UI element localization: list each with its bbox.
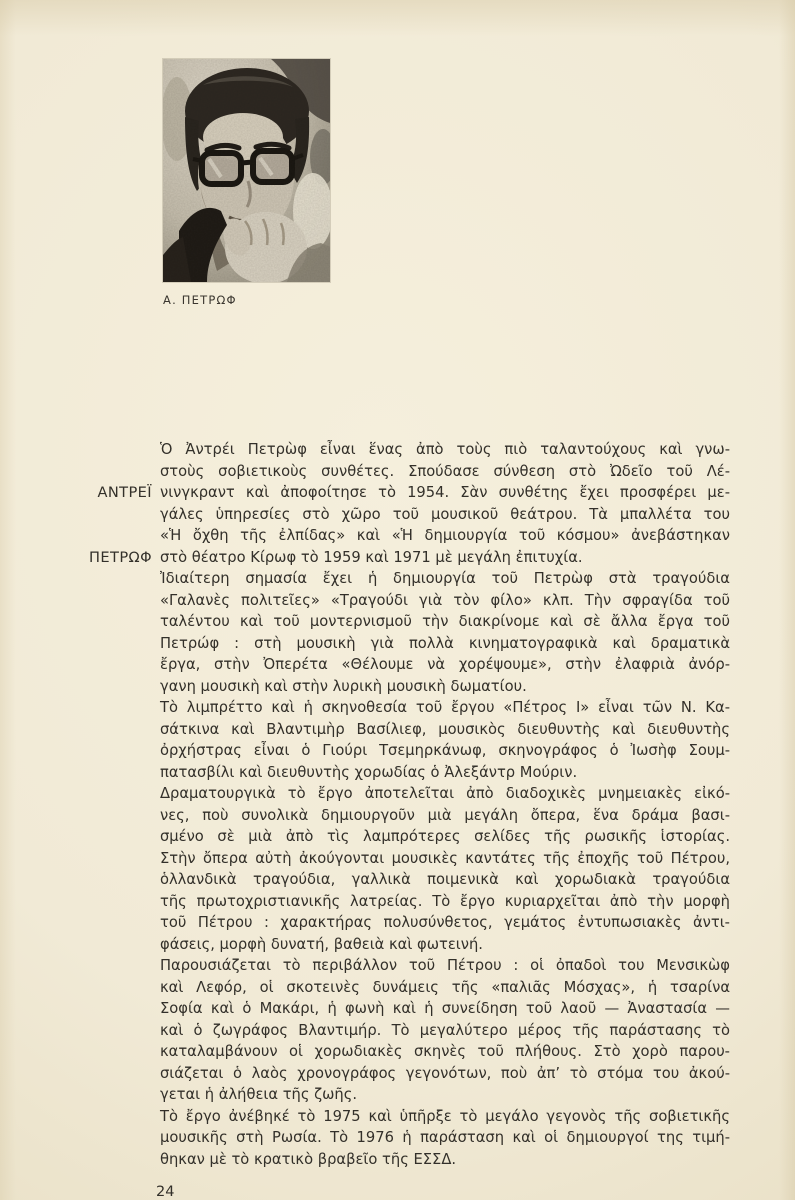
text-line: σάτκινα καὶ Βλαντιμὴρ Βασίλιεφ, μουσικὸς διευθυντὴς καὶ διευθυντὴς	[160, 720, 730, 738]
text-line: πατασβίλι καὶ διευθυντὴς χορωδίας ὁ Ἀλεξάντρ Μούριν.	[160, 763, 578, 781]
text-line: Δραματουργικὰ τὸ ἔργο ἀποτελεῖται ἀπὸ διαδοχικὲς μνημειακὲς εἰκό-	[160, 785, 730, 802]
text-line: Πετρώφ : στὴ μουσικὴ γιὰ πολλὰ κινηματογραφικὰ καὶ δραματικὰ	[160, 634, 730, 652]
text-line: γανη μουσικὴ καὶ στὴν λυρικὴ μουσικὴ δωματίου.	[160, 677, 527, 695]
text-line: ταλέντου καὶ τοῦ μοντερνισμοῦ τὴν διακρίνομε καὶ σὲ ἄλλα ἔργα τοῦ	[160, 613, 730, 630]
text-line: θηκαν μὲ τὸ κρατικὸ βραβεῖο τῆς ΕΣΣΔ.	[160, 1150, 457, 1168]
text-line: «Γαλανὲς πολιτεῖες» «Τραγούδι γιὰ τὸν φίλο» κλπ. Τὴν σφραγίδα τοῦ	[160, 591, 730, 609]
margin-label-line1: ΑΝΤΡΕΪ	[97, 484, 152, 501]
text-line: στὸ θέατρο Κίρωφ τὸ 1959 καὶ 1971 μὲ μεγάλη ἐπιτυχία.	[160, 548, 583, 566]
portrait-figure	[163, 59, 330, 307]
text-line: Ὁ Ἀντρέι Πετρὼφ εἶναι ἕνας ἀπὸ τοὺς πιὸ ταλαντούχους καὶ γνω-	[160, 441, 730, 458]
text-line: νες, ποὺ συνολικὰ δημιουργοῦν μιὰ μεγάλη ὄπερα, ἕνα δράμα βασι-	[160, 806, 730, 824]
text-line: φάσεις, μορφὴ δυνατή, βαθειὰ καὶ φωτεινή.	[160, 935, 483, 953]
text-line: Σοφία καὶ ὁ Μακάρι, ἡ φωνὴ καὶ ἡ συνείδηση τοῦ λαοῦ — Ἀναστασία —	[160, 1000, 730, 1017]
text-line: γάλες ὑπηρεσίες στὸ χῶρο τοῦ μουσικοῦ θεάτρου. Τὰ μπαλλέτα του	[160, 505, 730, 523]
text-line: Τὸ ἔργο ἀνέβηκέ τὸ 1975 καὶ ὑπῆρξε τὸ μεγάλο γεγονὸς τῆς σοβιετικῆς	[160, 1107, 730, 1125]
text-line: Στὴν ὄπερα αὐτὴ ἀκούγονται μουσικὲς καντάτες τῆς ἐποχῆς τοῦ Πέτρου,	[160, 849, 730, 867]
text-line: μουσικῆς στὴ Ρωσία. Τὸ 1976 ἡ παράσταση καὶ οἱ δημιουργοί της τιμή-	[160, 1129, 730, 1146]
article-body	[160, 439, 730, 1170]
text-line: σμένο σὲ μιὰ ἀπὸ τὶς λαμπρότερες σελίδες τῆς ρωσικῆς ἱστορίας.	[160, 828, 730, 845]
text-line: Ἰδιαίτερη σημασία ἔχει ἡ δημιουργία τοῦ Πετρὼφ στὰ τραγούδια	[160, 570, 730, 587]
text-line: τοῦ Πέτρου : χαρακτήρας πολυσύνθετος, γεμάτος ἐντυπωσιακὲς ἀντι-	[160, 914, 730, 931]
text-line: νινγκραντ καὶ ἀποφοίτησε τὸ 1954. Σὰν συνθέτης ἔχει προσφέρει με-	[160, 484, 730, 501]
portrait-photo	[163, 59, 330, 282]
text-line: γεται ἡ ἀλήθεια τῆς ζωῆς.	[160, 1086, 358, 1103]
text-line: σιάζεται ὁ λαὸς χρονογράφος γεγονότων, ποὺ ἀπ’ τὸ στόμα του ἀκού-	[160, 1064, 730, 1082]
text-line: στοὺς σοβιετικοὺς συνθέτες. Σπούδασε σύνθεση στὸ Ὠδεῖο τοῦ Λέ-	[160, 462, 730, 480]
text-line: «Ἡ ὄχθη τῆς ἐλπίδας» καὶ «Ἡ δημιουργία τοῦ κόσμου» ἀνεβάστηκαν	[160, 527, 730, 544]
text-line: Παρουσιάζεται τὸ περιβάλλον τοῦ Πέτρου : οἱ ὀπαδοὶ του Μενσικὼφ	[160, 957, 730, 974]
text-line: ὁλλανδικὰ τραγούδια, γαλλικὰ ποιμενικὰ καὶ χορωδιακὰ τραγούδια	[160, 871, 730, 888]
text-line: τῆς πρωτοχριστιανικῆς λατρείας. Τὸ ἔργο κυριαρχεῖται ἀπὸ τὴν μορφὴ	[160, 892, 730, 910]
margin-author-label	[0, 439, 152, 611]
page-number: 24	[156, 1184, 175, 1200]
text-line: καταλαμβάνουν οἱ χορωδιακὲς σκηνὲς τοῦ πλήθους. Στὸ χορὸ παρου-	[160, 1043, 730, 1060]
margin-label-line2: ΠΕΤΡΩΦ	[89, 548, 152, 566]
text-line: ἔργα, στὴν Ὀπερέτα «Θέλουμε νὰ χορέψουμε», στὴν ἐλαφριὰ ἀνόρ-	[160, 656, 730, 673]
text-line: καὶ ὁ ζωγράφος Βλαντιμήρ. Τὸ μεγαλύτερο μέρος τῆς παράστασης τὸ	[160, 1021, 730, 1039]
photo-caption: Α. ΠΕΤΡΩΦ	[163, 293, 237, 307]
text-line: καὶ Λεφόρ, οἱ σκοτεινὲς δυνάμεις τῆς «παλιᾶς Μόσχας», ἡ τσαρίνα	[160, 978, 730, 996]
text-line: ὀρχήστρας εἶναι ὁ Γιούρι Τσεμηρκάνωφ, σκηνογράφος ὁ Ἰωσὴφ Σουμ-	[160, 742, 730, 759]
text-line: Τὸ λιμπρέττο καὶ ἡ σκηνοθεσία τοῦ ἔργου «Πέτρος Ι» εἶναι τῶν Ν. Κα-	[160, 699, 730, 716]
